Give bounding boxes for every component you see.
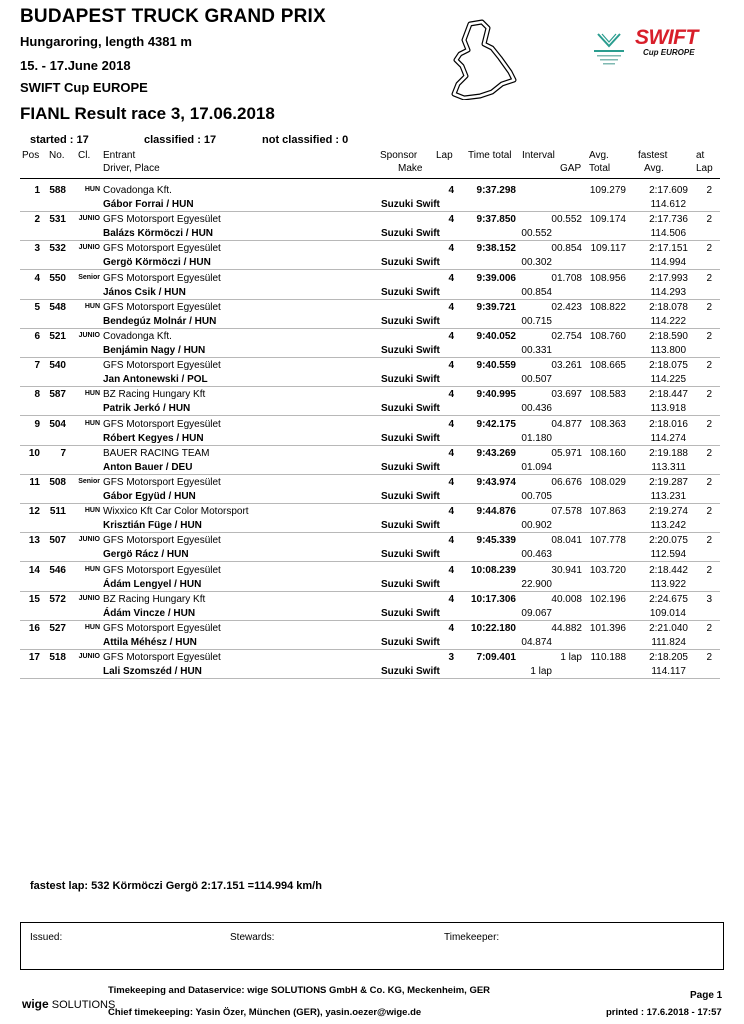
cell-lap: 4 xyxy=(448,564,454,576)
cell-entrant: Wixxico Kft Car Color Motorsport xyxy=(103,506,249,518)
table-row xyxy=(0,299,744,329)
series-name: SWIFT Cup EUROPE xyxy=(20,80,148,95)
cell-driver: Jan Antonewski / POL xyxy=(103,374,208,386)
cell-make: Suzuki Swift xyxy=(381,228,440,240)
header-rule xyxy=(20,178,720,179)
cell-entrant: GFS Motorsport Egyesület xyxy=(103,564,221,576)
cell-fastest-avg: 113.311 xyxy=(651,461,686,473)
cell-pos: 14 xyxy=(28,564,40,576)
table-row xyxy=(0,270,744,300)
cell-gap: 22.900 xyxy=(521,578,552,590)
wige-brand: wige xyxy=(22,997,49,1011)
wige-logo xyxy=(22,997,115,1011)
event-title: BUDAPEST TRUCK GRAND PRIX xyxy=(20,6,326,27)
cell-time: 9:40.052 xyxy=(476,331,516,342)
col-fastest-avg: Avg. xyxy=(644,163,664,174)
cell-fastest: 2:18.205 xyxy=(649,652,688,664)
cell-avg: 107.778 xyxy=(589,535,626,547)
cell-lap: 4 xyxy=(448,243,454,255)
col-at: at xyxy=(696,150,705,161)
cell-fastest: 2:24.675 xyxy=(649,593,688,605)
cell-interval: 30.941 xyxy=(551,564,582,576)
table-row xyxy=(0,357,744,387)
cell-fastest: 2:17.736 xyxy=(649,214,688,226)
cell-fastest-avg: 113.242 xyxy=(650,520,686,532)
cell-driver: Róbert Kegyes / HUN xyxy=(103,432,204,444)
cell-driver: Benjámin Nagy / HUN xyxy=(103,345,206,356)
cell-avg: 109.174 xyxy=(589,214,626,226)
cell-driver: Ádám Vincze / HUN xyxy=(103,607,196,619)
cell-lap: 4 xyxy=(448,506,454,518)
table-row xyxy=(0,240,744,270)
cell-cl: HUN xyxy=(84,565,100,573)
cell-time: 10:22.180 xyxy=(470,623,516,634)
cell-entrant: GFS Motorsport Egyesület xyxy=(103,477,221,488)
cell-driver: Ádám Lengyel / HUN xyxy=(103,578,202,590)
cell-pos: 4 xyxy=(34,272,40,284)
cell-no: 548 xyxy=(49,301,66,313)
cell-make: Suzuki Swift xyxy=(381,607,440,619)
cell-lap: 4 xyxy=(448,272,454,284)
cell-entrant: BZ Racing Hungary Kft xyxy=(103,593,206,605)
cell-pos: 13 xyxy=(28,535,40,547)
cell-interval: 02.754 xyxy=(551,331,582,342)
cell-cl: HUN xyxy=(84,186,100,193)
cell-time: 7:09.401 xyxy=(476,652,516,664)
cell-lap: 4 xyxy=(448,331,454,342)
cell-fastest-avg: 114.117 xyxy=(651,666,686,678)
cell-gap: 00.854 xyxy=(521,286,552,298)
cell-lap: 4 xyxy=(448,301,454,313)
cell-fastest: 2:21.040 xyxy=(649,623,688,634)
cell-gap: 01.094 xyxy=(521,461,552,473)
cell-gap: 09.067 xyxy=(521,607,552,619)
cell-at: 2 xyxy=(706,535,712,547)
cell-make: Suzuki Swift xyxy=(381,257,440,269)
table-row xyxy=(0,211,744,241)
not-classified-count: not classified : 0 xyxy=(262,134,349,146)
cell-no: 527 xyxy=(49,623,66,634)
cell-interval: 03.261 xyxy=(551,360,582,372)
timekeeper-label: Timekeeper: xyxy=(444,932,500,943)
col-fastest: fastest xyxy=(638,150,668,161)
cell-time: 9:40.559 xyxy=(476,360,516,372)
cell-interval: 44.882 xyxy=(551,623,582,634)
cell-fastest: 2:17.609 xyxy=(649,185,688,196)
cell-lap: 3 xyxy=(448,652,454,664)
cell-avg: 108.760 xyxy=(589,331,626,342)
col-at-lap: Lap xyxy=(696,163,713,174)
cell-at: 2 xyxy=(706,389,712,401)
col-entrant: Entrant xyxy=(103,150,136,161)
cell-fastest: 2:18.590 xyxy=(649,331,688,342)
cell-cl: JUNIO xyxy=(78,332,100,339)
cell-avg: 109.117 xyxy=(590,243,626,255)
cell-time: 9:45.339 xyxy=(476,535,516,547)
cell-cl: Senior xyxy=(78,478,100,485)
cell-interval: 01.708 xyxy=(551,272,582,284)
table-row xyxy=(0,649,744,679)
cell-pos: 12 xyxy=(28,506,40,518)
cell-interval: 00.854 xyxy=(551,243,582,255)
cell-at: 2 xyxy=(706,243,712,255)
cell-fastest: 2:18.075 xyxy=(649,360,688,372)
cell-fastest: 2:17.151 xyxy=(649,243,688,255)
cell-lap: 4 xyxy=(448,214,454,226)
cell-no: 546 xyxy=(49,564,66,576)
cell-gap: 00.552 xyxy=(521,228,552,240)
cell-interval: 1 lap xyxy=(560,652,582,664)
cell-time: 9:43.974 xyxy=(476,477,516,488)
cell-make: Suzuki Swift xyxy=(381,315,440,327)
cell-driver: Gergö Körmöczi / HUN xyxy=(103,257,211,269)
cell-fastest-avg: 112.594 xyxy=(650,549,686,561)
cell-no: 532 xyxy=(49,243,66,255)
table-row xyxy=(0,328,744,358)
cell-driver: Gábor Forrai / HUN xyxy=(103,199,194,210)
cell-entrant: Covadonga Kft. xyxy=(103,331,172,342)
cell-lap: 4 xyxy=(448,389,454,401)
col-interval: Interval xyxy=(522,150,555,161)
cell-gap: 01.180 xyxy=(521,432,552,444)
cell-no: 540 xyxy=(49,360,66,372)
cell-cl: HUN xyxy=(84,390,100,398)
cell-lap: 4 xyxy=(448,535,454,547)
cell-at: 2 xyxy=(706,214,712,226)
cell-time: 9:43.269 xyxy=(476,447,516,459)
cell-fastest-avg: 113.231 xyxy=(650,491,686,502)
classified-count: classified : 17 xyxy=(144,134,217,146)
cell-cl: HUN xyxy=(84,419,100,427)
cell-fastest-avg: 113.800 xyxy=(650,345,686,356)
cell-time: 10:08.239 xyxy=(470,564,516,576)
cell-fastest: 2:19.188 xyxy=(649,447,688,459)
table-row xyxy=(0,562,744,592)
cup-europe-word: Cup EUROPE xyxy=(643,48,695,57)
cell-lap: 4 xyxy=(448,477,454,488)
cell-fastest: 2:19.274 xyxy=(649,506,688,518)
table-row xyxy=(0,416,744,446)
cell-pos: 6 xyxy=(34,331,40,342)
cell-entrant: GFS Motorsport Egyesület xyxy=(103,623,221,634)
cell-fastest: 2:18.447 xyxy=(649,389,688,401)
cell-make: Suzuki Swift xyxy=(381,374,440,386)
cell-pos: 10 xyxy=(28,447,40,459)
col-time-total: Time total xyxy=(468,150,512,161)
cell-no: 531 xyxy=(49,214,66,226)
cell-time: 9:40.995 xyxy=(476,389,516,401)
cell-make: Suzuki Swift xyxy=(381,578,440,590)
cell-time: 9:42.175 xyxy=(476,418,516,430)
signature-box xyxy=(20,922,724,970)
cell-driver: János Csik / HUN xyxy=(103,286,186,298)
cell-avg: 101.396 xyxy=(589,623,626,634)
certification-logo-icon xyxy=(590,28,628,68)
cell-at: 2 xyxy=(706,185,712,196)
col-avg: Avg. xyxy=(589,150,609,161)
cell-entrant: Covadonga Kft. xyxy=(103,185,172,196)
cell-avg: 103.720 xyxy=(589,564,626,576)
cell-fastest-avg: 114.293 xyxy=(650,286,686,298)
cell-pos: 11 xyxy=(29,477,40,488)
table-row xyxy=(0,386,744,416)
swift-cup-logo xyxy=(633,28,735,58)
cell-cl: JUNIO xyxy=(78,215,100,223)
timekeeping-service: Timekeeping and Dataservice: wige SOLUTIONS GmbH & Co. KG, Meckenheim, GER xyxy=(108,985,491,996)
cell-time: 10:17.306 xyxy=(470,593,516,605)
cell-avg: 108.160 xyxy=(589,447,626,459)
circuit-info: Hungaroring, length 4381 m xyxy=(20,34,192,49)
cell-pos: 17 xyxy=(28,652,40,664)
cell-make: Suzuki Swift xyxy=(381,549,440,561)
cell-time: 9:37.298 xyxy=(476,185,516,196)
cell-lap: 4 xyxy=(448,623,454,634)
cell-entrant: GFS Motorsport Egyesület xyxy=(103,652,221,664)
cell-time: 9:39.006 xyxy=(476,272,516,284)
cell-gap: 00.331 xyxy=(521,345,552,356)
cell-no: 518 xyxy=(49,652,66,664)
cell-avg: 102.196 xyxy=(589,593,626,605)
cell-avg: 108.363 xyxy=(589,418,626,430)
cell-fastest: 2:19.287 xyxy=(649,477,688,488)
cell-make: Suzuki Swift xyxy=(381,520,440,532)
cell-gap: 00.715 xyxy=(521,315,552,327)
cell-cl: HUN xyxy=(84,624,100,631)
cell-driver: Patrik Jerkó / HUN xyxy=(103,403,191,415)
cell-driver: Lali Szomszéd / HUN xyxy=(103,666,202,678)
cell-no: 7 xyxy=(60,447,66,459)
cell-at: 2 xyxy=(706,477,712,488)
cell-pos: 15 xyxy=(28,593,40,605)
cell-lap: 4 xyxy=(448,418,454,430)
cell-entrant: GFS Motorsport Egyesület xyxy=(103,301,221,313)
cell-entrant: BZ Racing Hungary Kft xyxy=(103,389,206,401)
cell-fastest: 2:17.993 xyxy=(649,272,688,284)
cell-fastest-avg: 111.824 xyxy=(651,637,686,648)
cell-at: 2 xyxy=(706,623,712,634)
cell-fastest-avg: 114.994 xyxy=(650,257,686,269)
cell-pos: 16 xyxy=(28,623,40,634)
cell-avg: 108.583 xyxy=(589,389,626,401)
cell-fastest-avg: 109.014 xyxy=(649,607,686,619)
cell-driver: Balázs Körmöczi / HUN xyxy=(103,228,214,240)
cell-avg: 109.279 xyxy=(589,185,626,196)
cell-fastest-avg: 113.922 xyxy=(650,578,686,590)
cell-no: 507 xyxy=(49,535,66,547)
track-map-icon xyxy=(440,14,520,100)
cell-lap: 4 xyxy=(448,593,454,605)
cell-driver: Krisztián Füge / HUN xyxy=(103,520,202,532)
table-row xyxy=(0,182,744,212)
cell-time: 9:38.152 xyxy=(476,243,516,255)
cell-at: 2 xyxy=(706,331,712,342)
col-lap: Lap xyxy=(436,150,453,161)
cell-make: Suzuki Swift xyxy=(381,461,440,473)
cell-pos: 8 xyxy=(34,389,40,401)
col-cl: Cl. xyxy=(78,150,91,161)
cell-entrant: GFS Motorsport Egyesület xyxy=(103,418,221,430)
cell-cl: JUNIO xyxy=(78,536,100,544)
cell-interval: 06.676 xyxy=(551,477,582,488)
cell-pos: 2 xyxy=(34,214,40,226)
cell-at: 2 xyxy=(706,301,712,313)
cell-lap: 4 xyxy=(448,447,454,459)
page-number: Page 1 xyxy=(690,990,723,1001)
table-row xyxy=(0,445,744,475)
cell-fastest-avg: 113.918 xyxy=(650,403,686,415)
fastest-lap-note: fastest lap: 532 Körmöczi Gergö 2:17.151 =114.994 km/h xyxy=(30,880,322,892)
cell-make: Suzuki Swift xyxy=(381,403,440,415)
cell-cl: HUN xyxy=(84,302,100,310)
cell-lap: 4 xyxy=(448,360,454,372)
cell-interval: 08.041 xyxy=(551,535,582,547)
cell-time: 9:44.876 xyxy=(476,506,516,518)
cell-no: 550 xyxy=(49,272,66,284)
cell-cl: HUN xyxy=(84,507,100,515)
cell-cl: JUNIO xyxy=(78,244,100,252)
cell-pos: 1 xyxy=(34,185,40,196)
cell-avg: 107.863 xyxy=(589,506,626,518)
cell-entrant: BAUER RACING TEAM xyxy=(103,447,210,459)
cell-gap: 04.874 xyxy=(521,637,552,648)
cell-interval: 40.008 xyxy=(551,593,582,605)
event-dates: 15. - 17.June 2018 xyxy=(20,58,131,73)
cell-no: 508 xyxy=(49,477,66,488)
cell-time: 9:39.721 xyxy=(476,301,516,313)
cell-interval: 02.423 xyxy=(551,301,582,313)
col-driver-place: Driver, Place xyxy=(103,163,160,174)
cell-make: Suzuki Swift xyxy=(381,199,440,210)
col-no: No. xyxy=(49,150,65,161)
table-row xyxy=(0,532,744,562)
cell-driver: Attila Méhész / HUN xyxy=(103,637,197,648)
cell-interval: 03.697 xyxy=(551,389,582,401)
cell-interval: 05.971 xyxy=(551,447,582,459)
cell-avg: 108.956 xyxy=(589,272,626,284)
col-make: Make xyxy=(398,163,423,174)
cell-interval: 00.552 xyxy=(551,214,582,226)
cell-cl: Senior xyxy=(78,273,100,281)
col-total: Total xyxy=(589,163,611,174)
cell-driver: Anton Bauer / DEU xyxy=(103,461,193,473)
cell-cl: JUNIO xyxy=(78,653,100,661)
result-title: FIANL Result race 3, 17.06.2018 xyxy=(20,104,275,123)
cell-at: 2 xyxy=(706,564,712,576)
cell-entrant: GFS Motorsport Egyesület xyxy=(103,360,221,372)
cell-lap: 4 xyxy=(448,185,454,196)
cell-avg: 108.029 xyxy=(589,477,626,488)
cell-fastest-avg: 114.222 xyxy=(650,315,686,327)
cell-make: Suzuki Swift xyxy=(381,345,440,356)
cell-no: 521 xyxy=(49,331,66,342)
cell-make: Suzuki Swift xyxy=(381,491,440,502)
cell-fastest: 2:18.442 xyxy=(649,564,688,576)
cell-avg: 108.665 xyxy=(589,360,626,372)
cell-gap: 1 lap xyxy=(530,666,552,678)
cell-entrant: GFS Motorsport Egyesület xyxy=(103,214,221,226)
table-row xyxy=(0,503,744,533)
started-count: started : 17 xyxy=(30,134,89,146)
cell-make: Suzuki Swift xyxy=(381,286,440,298)
cell-gap: 00.302 xyxy=(521,257,552,269)
cell-pos: 5 xyxy=(34,301,40,313)
cell-driver: Gábor Együd / HUN xyxy=(103,491,196,502)
cell-fastest-avg: 114.225 xyxy=(650,374,686,386)
cell-fastest-avg: 114.612 xyxy=(650,199,686,210)
cell-pos: 3 xyxy=(34,243,40,255)
cell-at: 2 xyxy=(706,447,712,459)
cell-gap: 00.507 xyxy=(521,374,552,386)
cell-no: 572 xyxy=(49,593,66,605)
cell-time: 9:37.850 xyxy=(476,214,516,226)
cell-no: 504 xyxy=(49,418,66,430)
cell-pos: 7 xyxy=(34,360,40,372)
cell-fastest: 2:18.078 xyxy=(649,301,688,313)
cell-gap: 00.705 xyxy=(521,491,552,502)
cell-at: 3 xyxy=(706,593,712,605)
cell-fastest-avg: 114.274 xyxy=(650,432,686,444)
cell-no: 511 xyxy=(49,506,66,518)
cell-entrant: GFS Motorsport Egyesület xyxy=(103,272,221,284)
cell-gap: 00.463 xyxy=(521,549,552,561)
swift-logo-word: SWIFT xyxy=(635,26,698,49)
cell-pos: 9 xyxy=(34,418,40,430)
cell-interval: 07.578 xyxy=(551,506,582,518)
cell-entrant: GFS Motorsport Egyesület xyxy=(103,243,221,255)
col-gap: GAP xyxy=(560,163,582,174)
issued-label: Issued: xyxy=(30,932,63,943)
wige-suffix: SOLUTIONS xyxy=(51,999,116,1011)
cell-make: Suzuki Swift xyxy=(381,637,440,648)
cell-at: 2 xyxy=(706,506,712,518)
cell-avg: 110.188 xyxy=(590,652,626,664)
table-row xyxy=(0,474,744,504)
cell-fastest: 2:20.075 xyxy=(649,535,688,547)
table-row xyxy=(0,620,744,650)
stewards-label: Stewards: xyxy=(230,932,275,943)
col-pos: Pos xyxy=(22,150,40,161)
cell-entrant: GFS Motorsport Egyesület xyxy=(103,535,221,547)
table-row xyxy=(0,591,744,621)
cell-interval: 04.877 xyxy=(551,418,582,430)
col-sponsor: Sponsor xyxy=(380,150,418,161)
cell-make: Suzuki Swift xyxy=(381,432,440,444)
cell-no: 587 xyxy=(49,389,66,401)
printed-timestamp: printed : 17.6.2018 - 17:57 xyxy=(606,1007,722,1018)
cell-fastest: 2:18.016 xyxy=(649,418,688,430)
cell-gap: 00.902 xyxy=(521,520,552,532)
cell-avg: 108.822 xyxy=(589,301,626,313)
cell-at: 2 xyxy=(706,652,712,664)
cell-make: Suzuki Swift xyxy=(381,666,440,678)
cell-fastest-avg: 114.506 xyxy=(650,228,686,240)
cell-driver: Bendegúz Molnár / HUN xyxy=(103,315,217,327)
chief-timekeeping: Chief timekeeping: Yasin Özer, München (GER), yasin.oezer@wige.de xyxy=(108,1007,422,1018)
cell-at: 2 xyxy=(706,418,712,430)
cell-at: 2 xyxy=(706,360,712,372)
row-divider xyxy=(20,678,720,679)
cell-at: 2 xyxy=(706,272,712,284)
cell-no: 588 xyxy=(49,185,66,196)
cell-driver: Gergö Rácz / HUN xyxy=(103,549,189,561)
cell-cl: JUNIO xyxy=(78,594,100,602)
cell-gap: 00.436 xyxy=(521,403,552,415)
